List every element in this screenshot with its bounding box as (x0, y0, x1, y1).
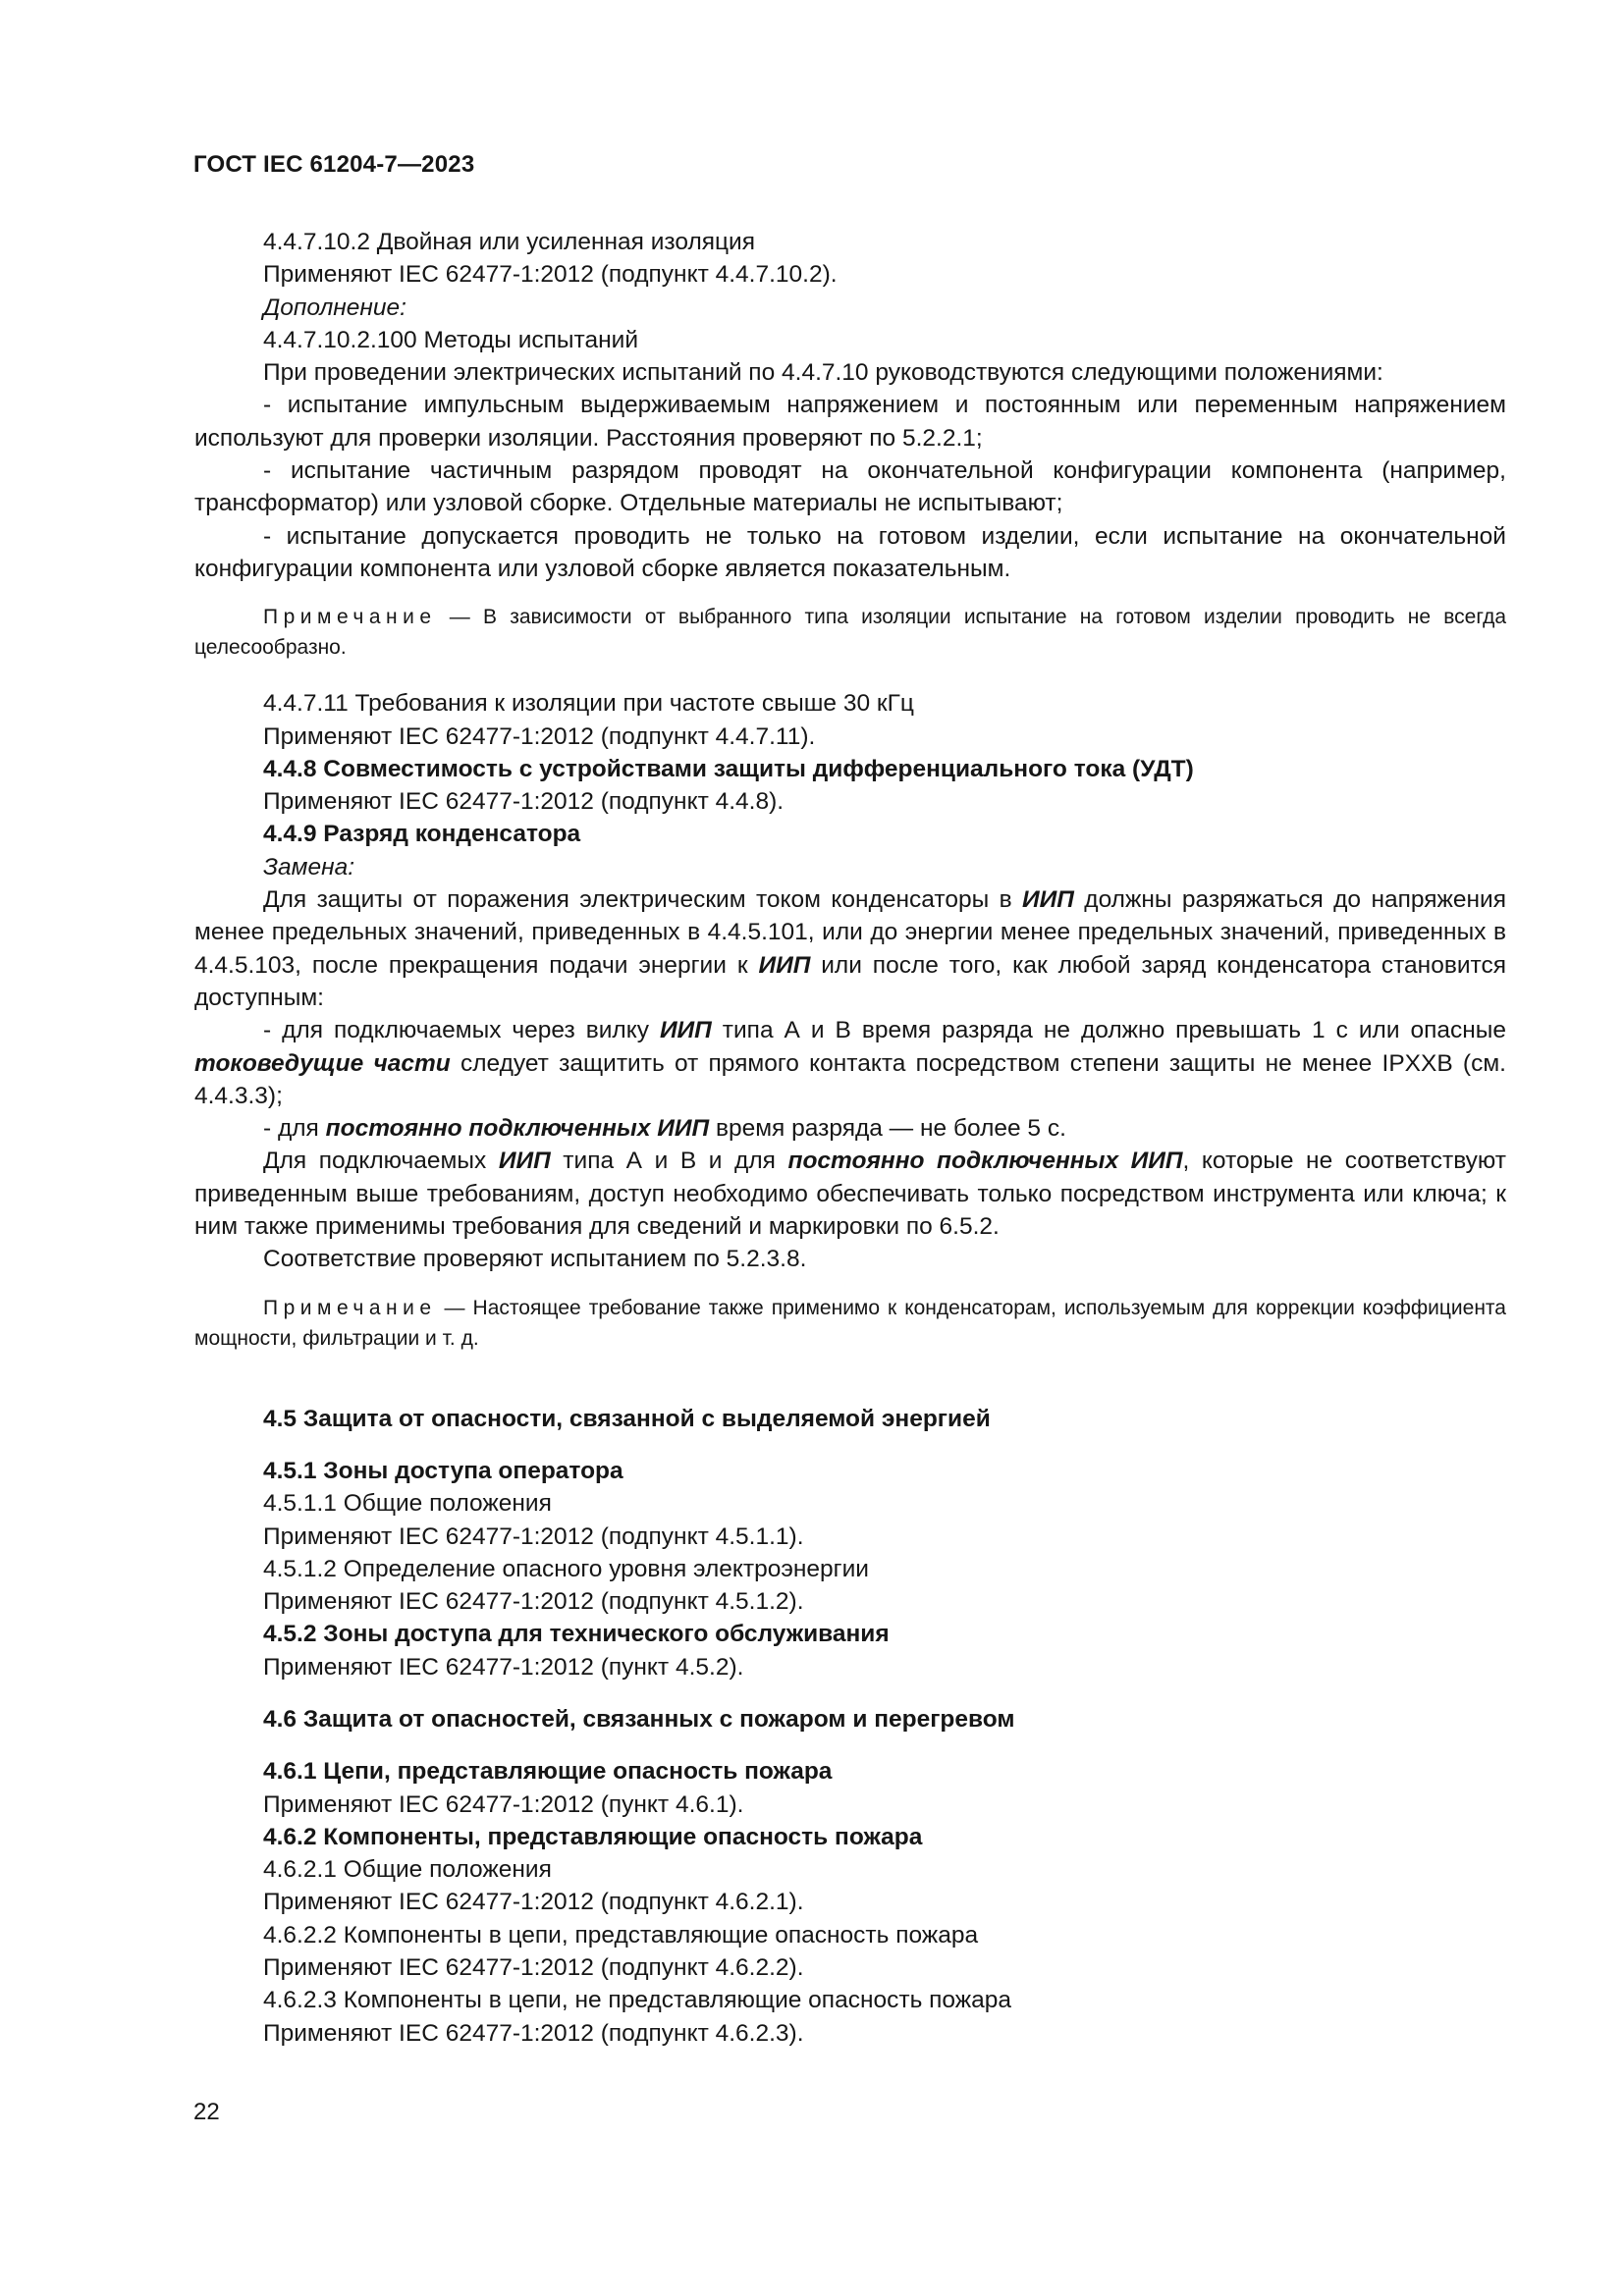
clause-reference: Применяют IEC 62477-1:2012 (подпункт 4.6.2.3). (263, 2019, 804, 2047)
note-text: — Настоящее требование также применимо к конденсаторам, используемым для коррекции коэффициента мощности, фильтрации и т. д. (194, 1296, 1506, 1350)
addition-label: Дополнение: (263, 294, 406, 321)
clause-reference: Применяют IEC 62477-1:2012 (пункт 4.6.1). (263, 1790, 744, 1818)
term: постоянно подключенных ИИП (787, 1148, 1183, 1175)
clause-reference: Применяют IEC 62477-1:2012 (подпункт 4.6.2.2). (263, 1954, 804, 1982)
document-header: ГОСТ IEC 61204-7—2023 (193, 151, 475, 178)
note-label: Примечание (263, 606, 437, 629)
list-item: - испытание частичным разрядом проводят на окончательной конфигурации компонента (например, трансформатор) или узловой сборке. Отдельные материалы не испытывают; (194, 457, 1506, 517)
text-run: должны разряжаться до напряжения менее предельных значений, приведенных в 4.4.5.101, или до энергии менее предельных значений, приведенных в 4.4.5.103, после прекращения подачи энергии к (194, 886, 1507, 979)
clause-4-6-2-3-title: 4.6.2.3 Компоненты в цепи, не представляющие опасность пожара (263, 1987, 1012, 2014)
paragraph: При проведении электрических испытаний по 4.4.7.10 руководствуются следующими положениями: (263, 359, 1383, 387)
page-number: 22 (193, 2099, 220, 2125)
note-text: — В зависимости от выбранного типа изоляции испытание на готовом изделии проводить не всегда целесообразно. (194, 606, 1506, 660)
term: постоянно подключенных ИИП (325, 1115, 710, 1143)
term: ИИП (1022, 886, 1074, 914)
note (194, 602, 1506, 663)
clause-reference: Применяют IEC 62477-1:2012 (подпункт 4.4.7.11). (263, 722, 816, 750)
clause-4-4-7-11-title: 4.4.7.11 Требования к изоляции при частоте свыше 30 кГц (263, 690, 914, 718)
document-body (194, 226, 1506, 2050)
note-label: Примечание (263, 1296, 437, 1319)
text-run: , которые не соответствуют приведенным выше требованиям, доступ необходимо обеспечивать только посредством инструмента или ключа; к ним также применимы требования для сведений и маркировки по 6.5.2. (194, 1148, 1506, 1241)
text-run: следует защитить от прямого контакта посредством степени защиты не менее IPXXB (см. 4.4.3.3); (194, 1049, 1506, 1109)
term: токоведущие части (194, 1049, 451, 1077)
text-run: Для подключаемых (263, 1148, 499, 1175)
text-run: или после того, как любой заряд конденсатора становится доступным: (194, 951, 1506, 1011)
clause-4-5-1-heading: 4.5.1 Зоны доступа оператора (263, 1457, 623, 1484)
text-run: время разряда — не более 5 с. (709, 1115, 1066, 1143)
section-4-6-heading: 4.6 Защита от опасностей, связанных с пожаром и перегревом (263, 1705, 1015, 1733)
paragraph (194, 1145, 1506, 1243)
text-run: Для защиты от поражения электрическим током конденсаторы в (263, 886, 1023, 914)
clause-4-5-2-heading: 4.5.2 Зоны доступа для технического обслуживания (263, 1621, 890, 1648)
list-item (194, 1112, 1506, 1145)
text-run: типа А и В и для (550, 1148, 788, 1175)
paragraph (194, 883, 1506, 1014)
clause-4-4-9-heading: 4.4.9 Разряд конденсатора (263, 821, 581, 848)
clause-4-6-2-1-title: 4.6.2.1 Общие положения (263, 1856, 552, 1884)
clause-4-5-1-1-title: 4.5.1.1 Общие положения (263, 1490, 552, 1518)
list-item (194, 1014, 1506, 1112)
clause-reference: Применяют IEC 62477-1:2012 (подпункт 4.5.1.2). (263, 1588, 804, 1616)
term: ИИП (498, 1148, 551, 1175)
clause-reference: Применяют IEC 62477-1:2012 (подпункт 4.4.8). (263, 788, 785, 816)
clause-4-6-2-heading: 4.6.2 Компоненты, представляющие опасность пожара (263, 1823, 923, 1850)
text-run: - для подключаемых через вилку (263, 1017, 660, 1044)
clause-4-6-1-heading: 4.6.1 Цепи, представляющие опасность пожара (263, 1758, 833, 1786)
clause-4-5-1-2-title: 4.5.1.2 Определение опасного уровня электроэнергии (263, 1555, 869, 1582)
paragraph: Соответствие проверяют испытанием по 5.2.3.8. (263, 1246, 807, 1273)
clause-reference: Применяют IEC 62477-1:2012 (подпункт 4.6.2.1). (263, 1889, 804, 1916)
note (194, 1293, 1506, 1354)
list-item: - испытание допускается проводить не только на готовом изделии, если испытание на окончательной конфигурации компонента или узловой сборке является показательным. (194, 522, 1506, 582)
replacement-label: Замена: (263, 853, 354, 881)
clause-4-4-8-heading: 4.4.8 Совместимость с устройствами защиты дифференциального тока (УДТ) (263, 755, 1194, 782)
clause-reference: Применяют IEC 62477-1:2012 (подпункт 4.4.7.10.2). (263, 261, 838, 289)
text-run: типа А и В время разряда не должно превышать 1 с или опасные (711, 1017, 1506, 1044)
list-item: - испытание импульсным выдерживаемым напряжением и постоянным или переменным напряжением используют для проверки изоляции. Расстояния проверяют по 5.2.2.1; (194, 392, 1506, 452)
clause-4-6-2-2-title: 4.6.2.2 Компоненты в цепи, представляющие опасность пожара (263, 1921, 979, 1949)
clause-4-4-7-10-2-title: 4.4.7.10.2 Двойная или усиленная изоляция (263, 229, 756, 255)
clause-4-4-7-10-2-100-title: 4.4.7.10.2.100 Методы испытаний (263, 326, 638, 353)
term: ИИП (659, 1017, 712, 1044)
clause-reference: Применяют IEC 62477-1:2012 (пункт 4.5.2). (263, 1653, 744, 1681)
term: ИИП (758, 951, 811, 979)
text-run: - для (263, 1115, 326, 1143)
section-4-5-heading: 4.5 Защита от опасности, связанной с выделяемой энергией (263, 1405, 991, 1432)
clause-reference: Применяют IEC 62477-1:2012 (подпункт 4.5.1.1). (263, 1522, 804, 1550)
